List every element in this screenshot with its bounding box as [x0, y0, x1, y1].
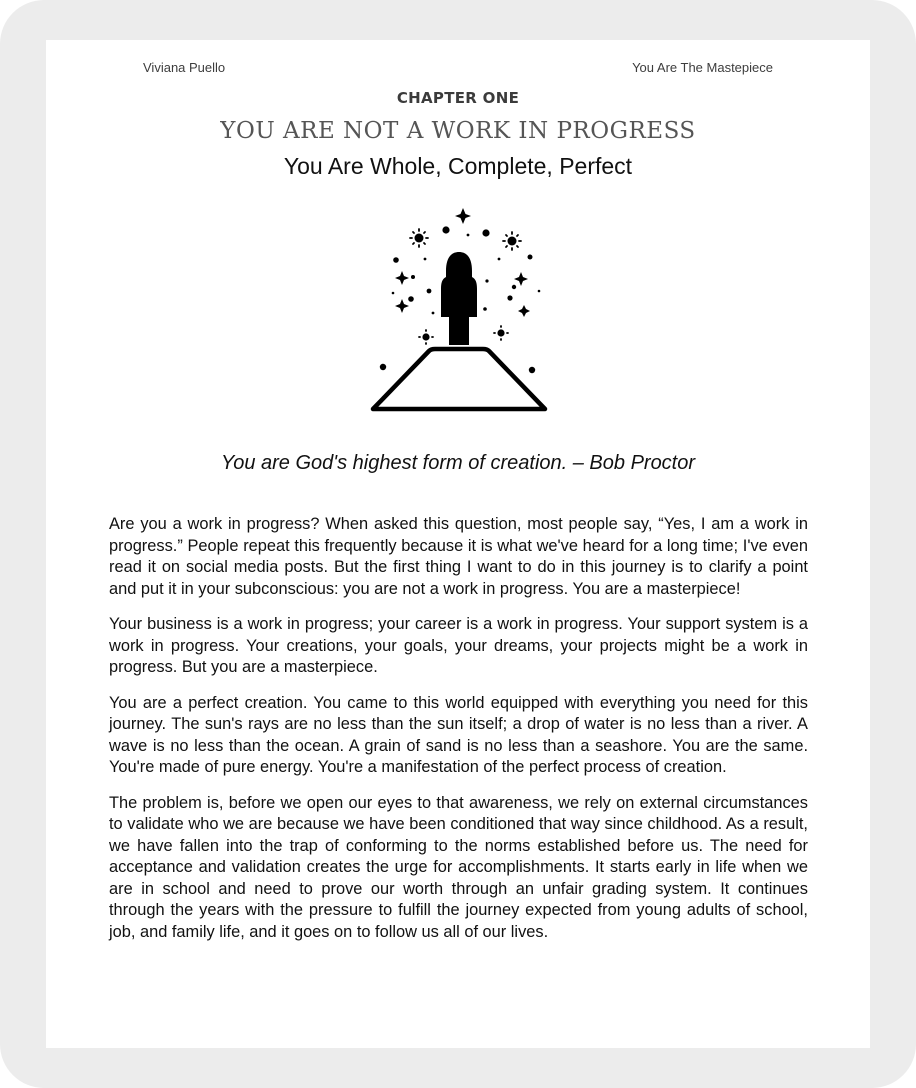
body-paragraph: Your business is a work in progress; your career is a work in progress. Your support system is a work in progress. Your creations, your goals, your dreams, your projects might be a work in progress. But you are a masterpiece. — [109, 615, 808, 676]
running-header-author: Viviana Puello — [143, 60, 226, 75]
epigraph-quote: You are God's highest form of creation. – Bob Proctor — [220, 452, 696, 474]
body-paragraph: Are you a work in progress? When asked this question, most people say, “Yes, I am a work in progress.” People repeat this frequently because it is what we've heard for a long time; I've even read it on social media posts. But the first thing I want to do in this journey is to clarify a point and put it in your subconscious: you are not a work in progress. You are a masterpiece! — [109, 515, 808, 598]
chapter-subtitle: You Are Whole, Complete, Perfect — [283, 153, 633, 179]
person-on-mountain-among-stars-icon — [369, 205, 549, 415]
body-paragraph: The problem is, before we open our eyes to that awareness, we rely on external circumstances to validate who we are because we have been conditioned that way since childhood. As a result, we have fallen into the trap of conforming to the norms established before us. The need for acceptance and validation creates the urge for accomplishments. It starts early in life when we are in school and need to prove our worth through an unfair grading system. It continues through the years with the pressure to fulfill the journey expected from young adults of school, job, and family life, and it goes on to follow us all of our lives. — [109, 793, 808, 941]
book-page — [46, 40, 870, 1048]
running-header-book-title: You Are The Mastepiece — [632, 60, 773, 75]
body-paragraph: You are a perfect creation. You came to this world equipped with everything you need for this journey. The sun's rays are no less than the sun itself; a drop of water is no less than a river. A wave is no less than the ocean. A grain of sand is no less than a seashore. You are the same. You're made of pure energy. You're a manifestation of the perfect process of creation. — [109, 693, 808, 776]
chapter-title: YOU ARE NOT A WORK IN PROGRESS — [220, 118, 696, 144]
chapter-label: CHAPTER ONE — [396, 89, 520, 107]
chapter-body — [109, 514, 808, 957]
